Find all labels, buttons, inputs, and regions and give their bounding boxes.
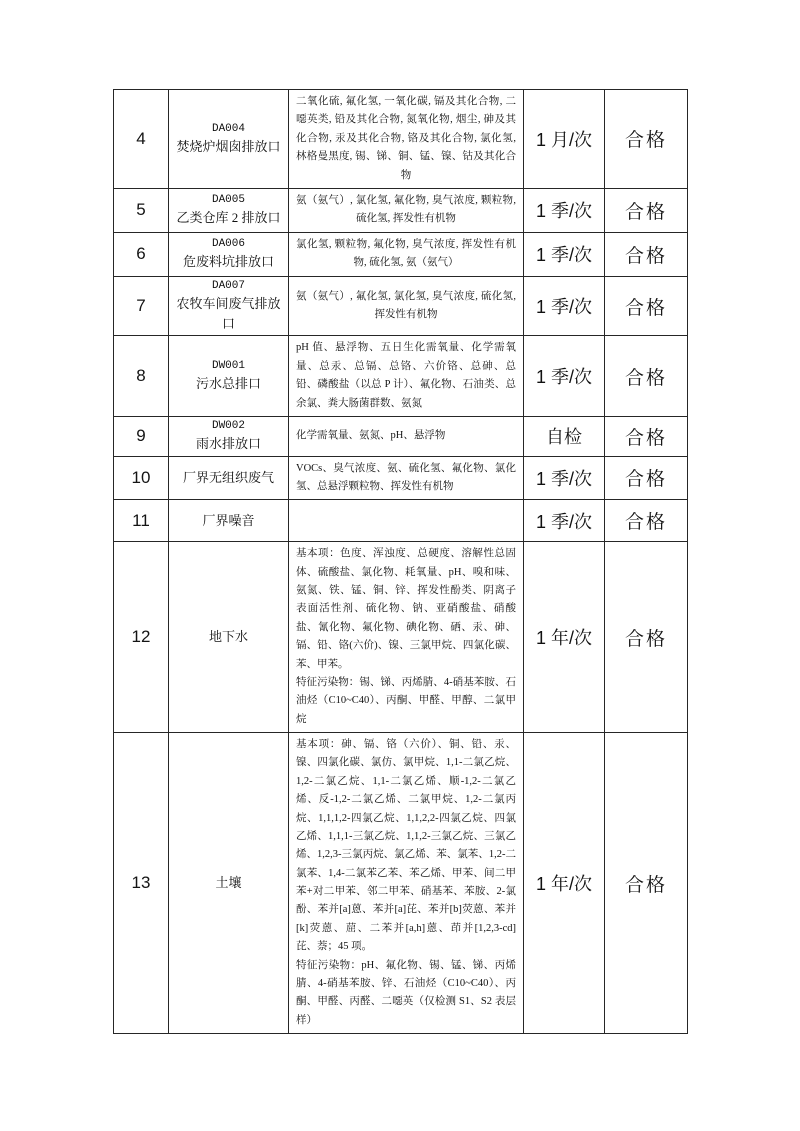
monitoring-point-cell: [169, 733, 289, 1034]
items-paragraph: 氨（氨气）, 氯化氢, 氟化物, 臭气浓度, 颗粒物, 硫化氢, 挥发性有机物: [296, 194, 516, 225]
point-code: DW001: [211, 359, 245, 372]
monitoring-point-cell: [169, 542, 289, 733]
items-paragraph: 基本项：砷、镉、铬（六价）、铜、铅、汞、镍、四氯化碳、氯仿、氯甲烷、1,1-二氯乙烷、1,2-二氯乙烷、1,1-二氯乙烯、顺-1,2-二氯乙烯、反-1,2-二氯乙烯、二氯甲烷、1,2-二氯丙烷、1,1,1,2-四氯乙烷、1,1,2,2-四氯乙烷、四氯乙烯、1,1,1-三氯乙烷、1,1,2-三氯乙烷、三氯乙烯、1,2,3-三氯丙烷、氯乙烯、苯、氯苯、1,2-二氯苯、1,4-二氯苯乙苯、苯乙烯、甲苯、间二甲苯+对二甲苯、邻二甲苯、硝基苯、苯胺、2-氯酚、苯并[a]蒽、苯并[a]芘、苯并[b]荧蒽、苯并[k]荧蒽、䓛、二苯并[a,h]蒽、茚并[1,2,3-cd]芘、萘；45 项。: [296, 739, 516, 953]
monitoring-frequency: 1 季/次: [524, 276, 605, 336]
monitoring-items-cell: [289, 416, 524, 456]
point-name: 地下水: [208, 629, 248, 645]
monitoring-frequency: 1 年/次: [524, 733, 605, 1034]
row-number: 8: [114, 336, 169, 417]
items-paragraph: 特征污染物：pH、氟化物、锡、锰、锑、丙烯腈、4-硝基苯胺、锌、石油烃（C10~C40）、丙酮、甲醛、丙醛、二噁英（仅检测 S1、S2 表层样）: [296, 959, 516, 1026]
monitoring-items-cell: [289, 232, 524, 276]
table-row: [114, 416, 688, 456]
monitoring-frequency: 1 年/次: [524, 542, 605, 733]
row-number: 9: [114, 416, 169, 456]
monitoring-point-cell: [169, 456, 289, 500]
point-code: DA007: [211, 279, 245, 292]
monitoring-frequency: 自检: [524, 416, 605, 456]
monitoring-items-cell: [289, 188, 524, 232]
point-name: 厂界无组织废气: [182, 469, 274, 485]
monitoring-result: 合格: [605, 188, 688, 232]
items-paragraph: 氨（氨气）, 氟化氢, 氯化氢, 臭气浓度, 硫化氢, 挥发性有机物: [296, 290, 516, 321]
monitoring-items-cell: [289, 276, 524, 336]
point-name: 焚烧炉烟囱排放口: [176, 139, 281, 155]
row-number: 7: [114, 276, 169, 336]
monitoring-result: 合格: [605, 90, 688, 189]
table-row: [114, 188, 688, 232]
row-number: 6: [114, 232, 169, 276]
items-paragraph: 特征污染物：锡、锑、丙烯腈、4-硝基苯胺、石油烃（C10~C40）、丙酮、甲醛、甲醇、二氯甲烷: [296, 676, 516, 725]
table-row: [114, 336, 688, 417]
point-name: 厂界噪音: [202, 512, 255, 528]
row-number: 10: [114, 456, 169, 500]
monitoring-result: 合格: [605, 416, 688, 456]
items-paragraph: pH 值、悬浮物、五日生化需氧量、化学需氧量、总汞、总镉、总铬、六价铬、总砷、总铅、磷酸盐（以总 P 计）、氟化物、石油类、总余氯、粪大肠菌群数、氨氮: [296, 342, 516, 409]
items-paragraph: 氯化氢, 颗粒物, 氟化物, 臭气浓度, 挥发性有机物, 硫化氢, 氨（氨气）: [296, 238, 516, 269]
table-row: [114, 542, 688, 733]
monitoring-frequency: 1 季/次: [524, 456, 605, 500]
monitoring-point-cell: [169, 90, 289, 189]
items-paragraph: 化学需氧量、氨氮、pH、悬浮物: [296, 430, 446, 442]
point-code: DA005: [211, 193, 245, 206]
items-paragraph: VOCs、臭气浓度、氨、硫化氢、氟化物、氯化氢、总悬浮颗粒物、挥发性有机物: [296, 462, 516, 492]
point-code: DA004: [211, 122, 245, 135]
row-number: 12: [114, 542, 169, 733]
row-number: 11: [114, 500, 169, 542]
monitoring-result: 合格: [605, 542, 688, 733]
table-row: [114, 232, 688, 276]
monitoring-items-cell: [289, 336, 524, 417]
monitoring-frequency: 1 季/次: [524, 336, 605, 417]
point-name: 土壤: [215, 874, 242, 890]
monitoring-result: 合格: [605, 456, 688, 500]
monitoring-result: 合格: [605, 232, 688, 276]
table-row: [114, 456, 688, 500]
monitoring-frequency: 1 季/次: [524, 500, 605, 542]
point-name: 乙类仓库 2 排放口: [176, 210, 281, 226]
row-number: 4: [114, 90, 169, 189]
monitoring-result: 合格: [605, 500, 688, 542]
monitoring-point-cell: [169, 232, 289, 276]
monitoring-point-cell: [169, 336, 289, 417]
monitoring-items-cell: [289, 542, 524, 733]
monitoring-point-cell: [169, 500, 289, 542]
monitoring-result: 合格: [605, 336, 688, 417]
table-row: [114, 733, 688, 1034]
table-row: [114, 90, 688, 189]
point-name: 污水总排口: [195, 376, 261, 392]
point-code: DA006: [211, 237, 245, 250]
table-row: [114, 276, 688, 336]
monitoring-frequency: 1 月/次: [524, 90, 605, 189]
monitoring-items-cell: [289, 90, 524, 189]
monitoring-items-cell: [289, 456, 524, 500]
monitoring-result: 合格: [605, 276, 688, 336]
table-row: [114, 500, 688, 542]
point-code: DW002: [211, 419, 245, 432]
monitoring-result: 合格: [605, 733, 688, 1034]
point-name: 危废料坑排放口: [182, 254, 274, 270]
monitoring-frequency: 1 季/次: [524, 232, 605, 276]
monitoring-point-cell: [169, 276, 289, 336]
monitoring-items-cell: [289, 500, 524, 542]
row-number: 13: [114, 733, 169, 1034]
monitoring-point-cell: [169, 416, 289, 456]
monitoring-items-cell: [289, 733, 524, 1034]
items-paragraph: 二氧化硫, 氟化氢, 一氧化碳, 镉及其化合物, 二噁英类, 铅及其化合物, 氮氧化物, 烟尘, 砷及其化合物, 汞及其化合物, 铬及其化合物, 氯化氢, 林格曼黑度, 锡、锑、铜、锰、镍、钴及其化合物: [296, 96, 516, 181]
point-name: 农牧车间废气排放口: [176, 296, 281, 332]
point-name: 雨水排放口: [195, 436, 261, 452]
row-number: 5: [114, 188, 169, 232]
items-paragraph: 基本项：色度、浑浊度、总硬度、溶解性总固体、硫酸盐、氯化物、耗氧量、pH、嗅和味、氨氮、铁、锰、铜、锌、挥发性酚类、阴离子表面活性剂、硫化物、钠、亚硝酸盐、硝酸盐、氰化物、氟化物、碘化物、硒、汞、砷、镉、铅、铬(六价)、镍、三氯甲烷、四氯化碳、苯、甲苯。: [296, 548, 516, 670]
monitoring-table-body: [114, 90, 688, 1034]
monitoring-point-cell: [169, 188, 289, 232]
monitoring-table: [113, 89, 688, 1034]
monitoring-frequency: 1 季/次: [524, 188, 605, 232]
